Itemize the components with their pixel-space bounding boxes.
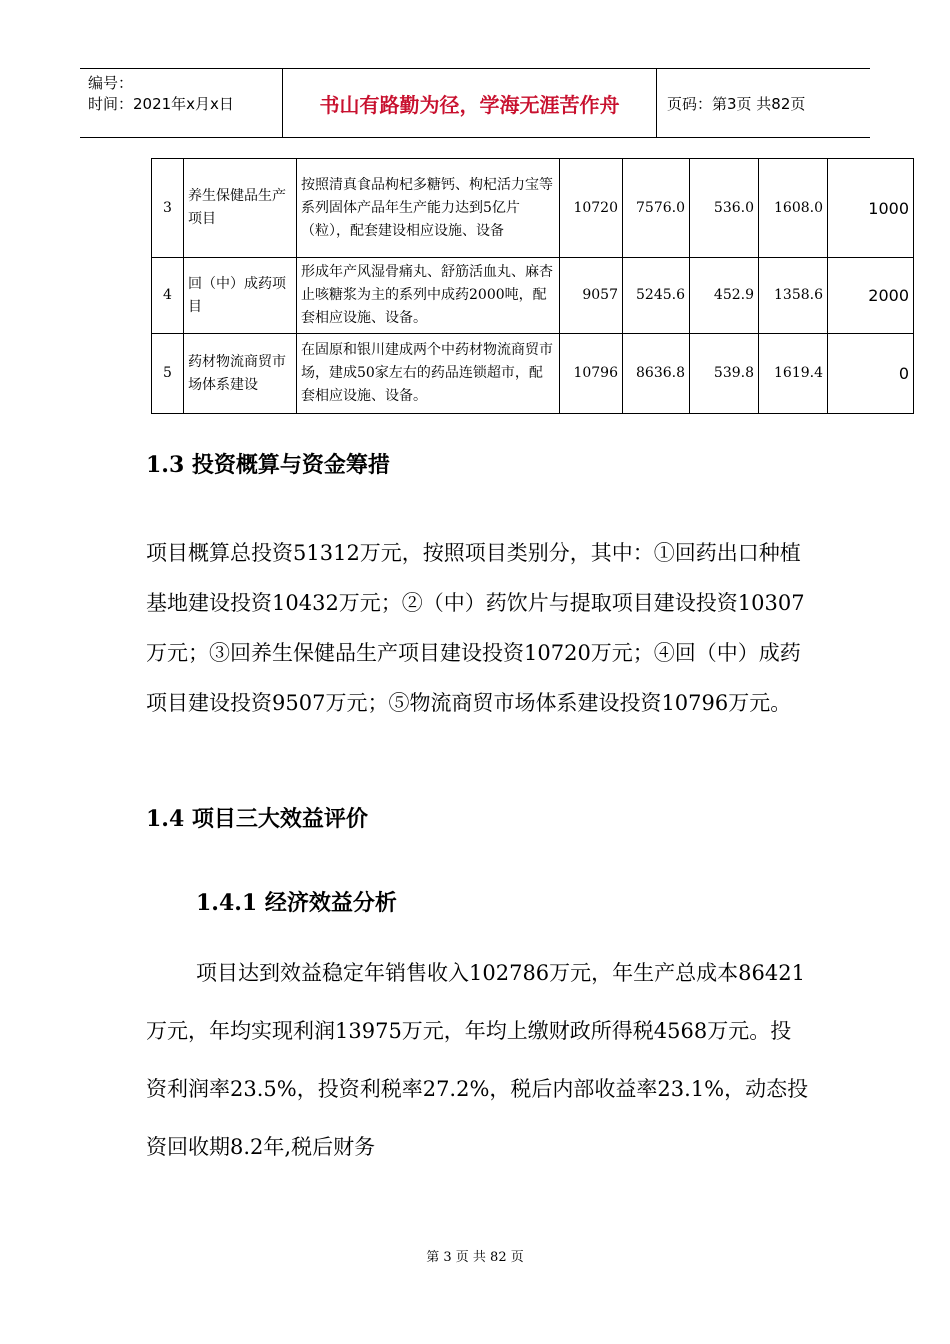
table-row: [152, 159, 914, 258]
project-description: 按照清真食品枸杞多糖钙、枸杞活力宝等系列固体产品年生产能力达到5亿片（粒），配套建设相应设施、设备: [297, 159, 560, 258]
value-cell: 452.9: [690, 258, 759, 334]
row-number: 3: [152, 159, 184, 258]
value-cell: 2000: [828, 258, 914, 334]
document-date-label: 时间：2021年x月x日: [88, 95, 234, 113]
value-cell: 5245.6: [623, 258, 690, 334]
project-name: 回（中）成药项目: [184, 258, 297, 334]
row-number: 4: [152, 258, 184, 334]
section-heading-1-3: 1.3 投资概算与资金筹措: [146, 452, 390, 478]
section-body-1-3: 项目概算总投资51312万元，按照项目类别分，其中：①回药出口种植基地建设投资10432万元；②（中）药饮片与提取项目建设投资10307万元；③回养生保健品生产项目建设投资10720万元；④回（中）成药项目建设投资9507万元；⑤物流商贸市场体系建设投资10796万元。: [146, 541, 805, 715]
value-cell: 539.8: [690, 334, 759, 414]
document-number-label: 编号：: [88, 74, 134, 92]
header-page-info: 页码：第3页 共82页: [667, 94, 806, 113]
project-name: 药材物流商贸市场体系建设: [184, 334, 297, 414]
section-heading-1-4-1: 1.4.1 经济效益分析: [196, 890, 397, 916]
project-description: 形成年产风湿骨痛丸、舒筋活血丸、麻杏止咳糖浆为主的系列中成药2000吨，配套相应设施、设备。: [297, 258, 560, 334]
page-footer: 第 3 页 共 82 页: [426, 1250, 524, 1265]
page-header: [80, 68, 870, 138]
value-cell: 0: [828, 334, 914, 414]
header-motto: 书山有路勤为径，学海无涯苦作舟: [283, 69, 657, 137]
value-cell: 1608.0: [759, 159, 828, 258]
table-row: [152, 334, 914, 414]
project-description: 在固原和银川建成两个中药材物流商贸市场，建成50家左右的药品连锁超市，配套相应设施、设备。: [297, 334, 560, 414]
table-row: [152, 258, 914, 334]
section-body-1-4-1: 项目达到效益稳定年销售收入102786万元，年生产总成本86421万元，年均实现利润13975万元，年均上缴财政所得税4568万元。投资利润率23.5%，投资利税率27.2%，税后内部收益率23.1%，动态投资回收期8.2年,税后财务: [146, 961, 809, 1159]
project-name: 养生保健品生产项目: [184, 159, 297, 258]
section-heading-1-4: 1.4 项目三大效益评价: [146, 806, 368, 832]
value-cell: 1619.4: [759, 334, 828, 414]
row-number: 5: [152, 334, 184, 414]
header-meta: [80, 69, 283, 137]
value-cell: 536.0: [690, 159, 759, 258]
project-table: [151, 158, 914, 414]
value-cell: 7576.0: [623, 159, 690, 258]
value-cell: 1000: [828, 159, 914, 258]
value-cell: 10796: [560, 334, 623, 414]
value-cell: 9057: [560, 258, 623, 334]
value-cell: 1358.6: [759, 258, 828, 334]
value-cell: 10720: [560, 159, 623, 258]
value-cell: 8636.8: [623, 334, 690, 414]
